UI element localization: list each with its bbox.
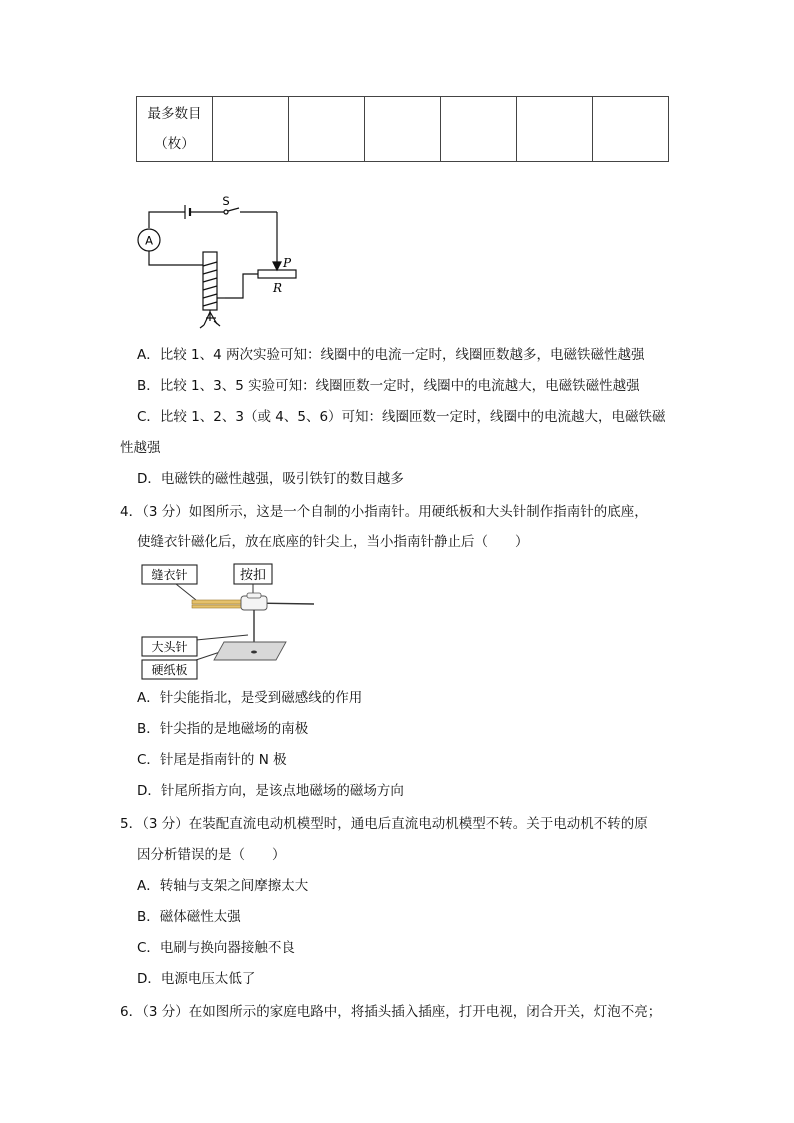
slider-label: P [283,256,292,270]
table-cell [441,97,517,162]
q5-stem: 5．（3 分）在装配直流电动机模型时，通电后直流电动机模型不转。关于电动机不转的原 [120,816,648,832]
q5-option-c: C．电刷与换向器接触不良 [137,940,295,956]
q3-option-c-continued: 性越强 [120,440,161,456]
compass-figure [138,560,318,685]
table-row [137,97,669,162]
table-cell [213,97,289,162]
q4-stem: 4．（3 分）如图所示，这是一个自制的小指南针。用硬纸板和大头针制作指南针的底座， [120,504,648,520]
table-cell [289,97,365,162]
q3-option-d: D．电磁铁的磁性越强，吸引铁钉的数目越多 [137,471,404,487]
row-header-line1: 最多数目 [147,106,202,122]
q4-option-b: B．针尖指的是地磁场的南极 [137,721,309,737]
q3-option-b: B．比较 1、3、5 实验可知：线圈匝数一定时，线圈中的电流越大，电磁铁磁性越强 [137,378,640,394]
q4-option-c: C．针尾是指南针的 N 极 [137,752,287,768]
resistor-label: R [273,281,283,295]
row-header-cell [137,97,213,162]
needle-label: 缝衣针 [151,568,188,582]
cardboard-base [214,642,286,660]
table-cell [517,97,593,162]
results-table [136,96,669,162]
electromagnet-circuit-figure [130,190,310,335]
button-label: 按扣 [239,568,267,583]
pin-label: 大头针 [151,640,188,654]
table-cell [365,97,441,162]
q4-stem-continued: 使缝衣针磁化后，放在底座的针尖上，当小指南针静止后（ ） [137,534,529,550]
switch-pivot [224,210,228,214]
q4-option-d: D．针尾所指方向，是该点地磁场的磁场方向 [137,783,404,799]
q3-option-c: C．比较 1、2、3（或 4、5、6）可知：线圈匝数一定时，线圈中的电流越大，电磁铁磁 [137,409,666,425]
q5-stem-continued: 因分析错误的是（ ） [137,847,286,863]
switch-blade [228,208,239,211]
q4-option-a: A．针尖能指北，是受到磁感线的作用 [137,690,363,706]
q3-option-a: A．比较 1、4 两次实验可知：线圈中的电流一定时，线圈匝数越多，电磁铁磁性越强 [137,347,645,363]
q5-option-a: A．转轴与支架之间摩擦太大 [137,878,309,894]
nails-icon [200,310,220,328]
sewing-needle-eye-end [192,600,248,604]
switch-label: S [222,194,230,208]
row-header-line2: （枚） [154,136,195,152]
q5-option-d: D．电源电压太低了 [137,971,256,987]
board-label: 硬纸板 [151,663,188,677]
q6-stem: 6．（3 分）在如图所示的家庭电路中，将插头插入插座，打开电视，闭合开关，灯泡不亮； [120,1004,662,1020]
table-cell [593,97,669,162]
q5-option-b: B．磁体磁性太强 [137,909,241,925]
ammeter-label: A [145,233,153,248]
